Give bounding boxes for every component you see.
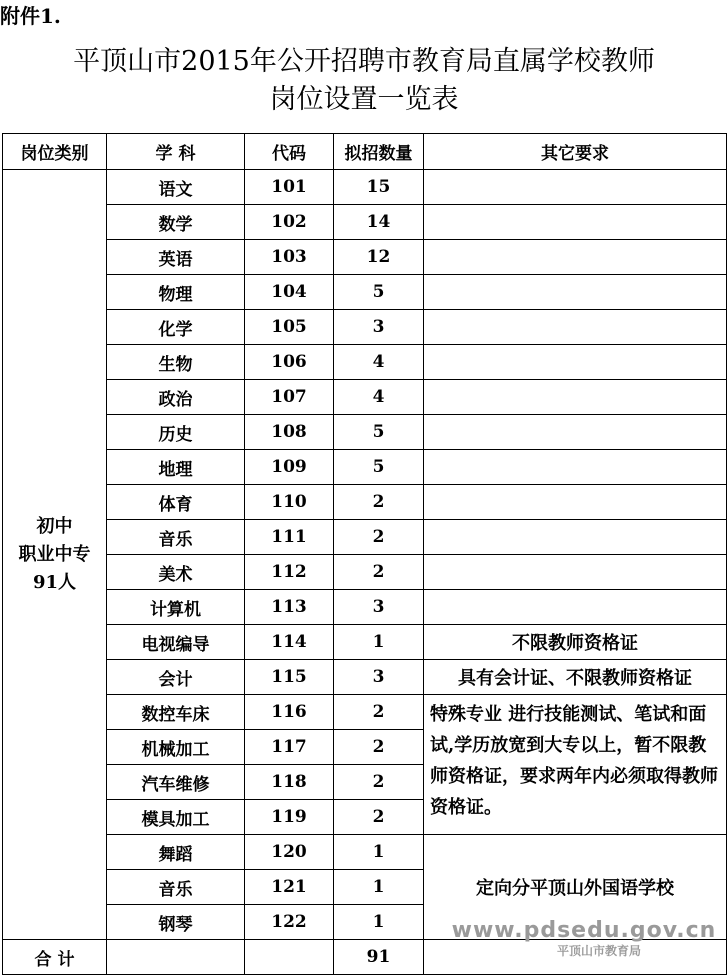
page-subtitle: 岗位设置一览表 — [269, 84, 459, 115]
header-requirements: 其它要求 — [424, 134, 727, 170]
table-header-row — [3, 134, 727, 170]
requirements-cell — [424, 485, 727, 520]
requirements-cell — [424, 415, 727, 450]
subject-cell: 地理 — [107, 450, 245, 485]
code-cell: 121 — [245, 870, 334, 905]
count-cell: 4 — [334, 345, 424, 380]
subject-cell: 音乐 — [107, 870, 245, 905]
count-cell: 1 — [334, 870, 424, 905]
header-code: 代码 — [245, 134, 334, 170]
table-row — [3, 415, 727, 450]
count-cell: 1 — [334, 625, 424, 660]
requirements-cell — [424, 555, 727, 590]
total-label: 合 计 — [3, 940, 107, 975]
requirements-cell — [424, 520, 727, 555]
requirements-cell — [424, 275, 727, 310]
requirements-cell — [424, 240, 727, 275]
count-cell: 12 — [334, 240, 424, 275]
subject-cell: 汽车维修 — [107, 765, 245, 800]
subject-cell: 历史 — [107, 415, 245, 450]
watermark-url: www.pdsedu.gov.cn — [451, 918, 717, 943]
code-cell: 115 — [245, 660, 334, 695]
count-cell: 2 — [334, 485, 424, 520]
count-cell: 3 — [334, 590, 424, 625]
subject-cell: 体育 — [107, 485, 245, 520]
requirements-cell — [424, 205, 727, 240]
total-count: 91 — [334, 940, 424, 975]
table-row — [3, 450, 727, 485]
subject-cell: 电视编导 — [107, 625, 245, 660]
header-subject: 学 科 — [107, 134, 245, 170]
category-line2: 职业中专 — [18, 543, 91, 565]
code-cell: 122 — [245, 905, 334, 940]
code-cell: 117 — [245, 730, 334, 765]
table-row — [3, 310, 727, 345]
code-cell: 110 — [245, 485, 334, 520]
positions-table — [2, 133, 727, 975]
count-cell: 5 — [334, 275, 424, 310]
code-cell: 104 — [245, 275, 334, 310]
watermark-caption: 平顶山市教育局 — [556, 944, 641, 958]
subject-cell: 政治 — [107, 380, 245, 415]
total-subject-cell — [107, 940, 245, 975]
subject-cell: 化学 — [107, 310, 245, 345]
table-row — [3, 205, 727, 240]
code-cell: 114 — [245, 625, 334, 660]
requirements-cell — [424, 345, 727, 380]
code-cell: 102 — [245, 205, 334, 240]
subject-cell: 音乐 — [107, 520, 245, 555]
subject-cell: 美术 — [107, 555, 245, 590]
table-row — [3, 380, 727, 415]
count-cell: 2 — [334, 520, 424, 555]
code-cell: 105 — [245, 310, 334, 345]
table-row — [3, 520, 727, 555]
subject-cell: 物理 — [107, 275, 245, 310]
code-cell: 120 — [245, 835, 334, 870]
count-cell: 1 — [334, 905, 424, 940]
subject-cell: 舞蹈 — [107, 835, 245, 870]
code-cell: 109 — [245, 450, 334, 485]
count-cell: 5 — [334, 450, 424, 485]
table-row — [3, 555, 727, 590]
requirements-cell: 特殊专业 进行技能测试、笔试和面试,学历放宽到大专以上，暂不限教师资格证，要求两年内必须取得教师资格证。 — [424, 695, 727, 835]
subject-cell: 会计 — [107, 660, 245, 695]
requirements-cell: 具有会计证、不限教师资格证 — [424, 660, 727, 695]
count-cell: 5 — [334, 415, 424, 450]
code-cell: 106 — [245, 345, 334, 380]
table-row — [3, 835, 727, 870]
requirements-cell — [424, 590, 727, 625]
table-row — [3, 660, 727, 695]
table-row — [3, 275, 727, 310]
requirements-cell — [424, 450, 727, 485]
subject-cell: 语文 — [107, 170, 245, 205]
page-title: 平顶山市2015年公开招聘市教育局直属学校教师 — [73, 46, 655, 77]
table-row — [3, 590, 727, 625]
code-cell: 103 — [245, 240, 334, 275]
count-cell: 2 — [334, 555, 424, 590]
code-cell: 116 — [245, 695, 334, 730]
code-cell: 101 — [245, 170, 334, 205]
subject-cell: 计算机 — [107, 590, 245, 625]
total-code-cell — [245, 940, 334, 975]
table-row — [3, 485, 727, 520]
count-cell: 3 — [334, 660, 424, 695]
category-cell — [3, 170, 107, 940]
table-row — [3, 240, 727, 275]
requirements-cell — [424, 380, 727, 415]
table-row — [3, 695, 727, 730]
subject-cell: 模具加工 — [107, 800, 245, 835]
category-line3: 91人 — [32, 571, 77, 593]
requirements-cell — [424, 310, 727, 345]
table-row — [3, 170, 727, 205]
count-cell: 4 — [334, 380, 424, 415]
count-cell: 15 — [334, 170, 424, 205]
table-row — [3, 625, 727, 660]
subject-cell: 数学 — [107, 205, 245, 240]
header-category: 岗位类别 — [3, 134, 107, 170]
subject-cell: 英语 — [107, 240, 245, 275]
attachment-label: 附件1. — [0, 4, 61, 28]
code-cell: 118 — [245, 765, 334, 800]
count-cell: 3 — [334, 310, 424, 345]
count-cell: 1 — [334, 835, 424, 870]
subject-cell: 机械加工 — [107, 730, 245, 765]
count-cell: 2 — [334, 695, 424, 730]
code-cell: 107 — [245, 380, 334, 415]
requirements-cell: 定向分平顶山外国语学校 — [424, 835, 727, 940]
watermark — [440, 918, 728, 958]
subject-cell: 钢琴 — [107, 905, 245, 940]
count-cell: 2 — [334, 765, 424, 800]
code-cell: 112 — [245, 555, 334, 590]
code-cell: 111 — [245, 520, 334, 555]
header-count: 拟招数量 — [334, 134, 424, 170]
count-cell: 2 — [334, 800, 424, 835]
table-row — [3, 345, 727, 380]
count-cell: 2 — [334, 730, 424, 765]
requirements-cell: 不限教师资格证 — [424, 625, 727, 660]
count-cell: 14 — [334, 205, 424, 240]
subject-cell: 生物 — [107, 345, 245, 380]
code-cell: 113 — [245, 590, 334, 625]
code-cell: 108 — [245, 415, 334, 450]
subject-cell: 数控车床 — [107, 695, 245, 730]
code-cell: 119 — [245, 800, 334, 835]
category-line1: 初中 — [36, 515, 73, 537]
requirements-cell — [424, 170, 727, 205]
